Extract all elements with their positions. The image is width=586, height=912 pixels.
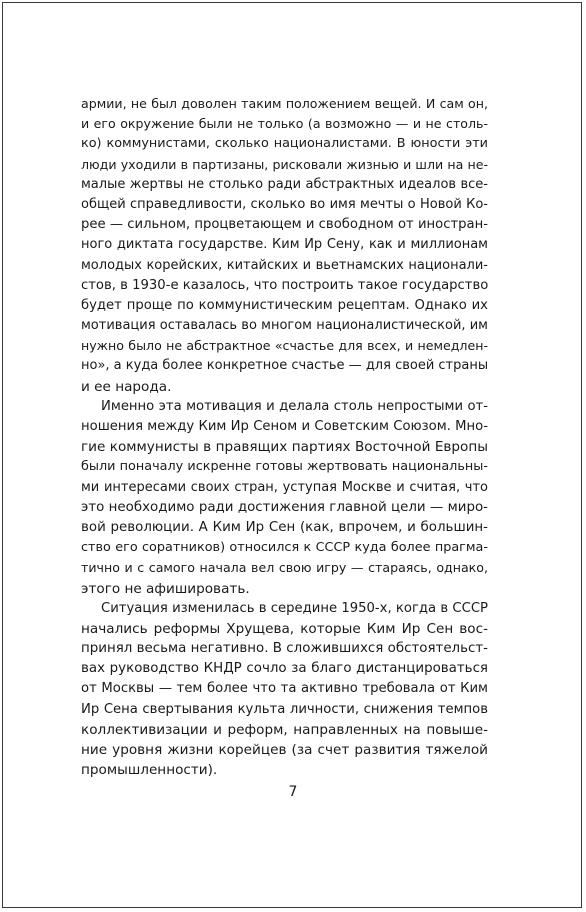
paragraph-1 bbox=[81, 94, 488, 397]
text-line: ми интересами своих стран, уступая Москве и считая, что bbox=[81, 479, 488, 495]
page-number: 7 bbox=[288, 784, 298, 800]
text-line: принял весьма негативно. В сложившихся обстоятельст- bbox=[81, 641, 488, 657]
text-line: рее — сильном, процветающем и свободном от иностран- bbox=[81, 217, 488, 233]
text-line: ношения между Ким Ир Сеном и Советским Союзом. Мно- bbox=[81, 419, 488, 434]
text-line: ко) коммунистами, сколько националистами. В юности эти bbox=[81, 136, 488, 152]
text-line: гие коммунисты в правящих партиях Восточной Европы bbox=[81, 439, 488, 456]
text-line: Ир Сена свертывания культа личности, снижения темпов bbox=[81, 701, 488, 717]
text-line: и ее народа. bbox=[81, 378, 172, 395]
text-line: люди уходили в партизаны, рисковали жизнью и шли на не- bbox=[81, 156, 488, 172]
text-line: ство его соратников) относился к СССР куда более прагма- bbox=[81, 540, 488, 556]
text-line: будет проще по коммунистическим рецептам. Однако их bbox=[81, 297, 488, 313]
text-line: мотивация оставалась во многом националистической, им bbox=[81, 318, 488, 334]
text-line: начались реформы Хрущева, которые Ким Ир Сен вос- bbox=[81, 620, 488, 637]
text-line: армии, не был доволен таким положением вещей. И сам он, bbox=[81, 96, 488, 111]
paragraph-3 bbox=[81, 599, 488, 781]
text-line: тично и с самого начала вел свою игру — стараясь, однако, bbox=[81, 560, 488, 576]
text-line: коллективизации и реформ, направленных на повыше- bbox=[81, 721, 488, 738]
text-line: молодых корейских, китайских и вьетнамских национали- bbox=[81, 257, 488, 273]
text-line: но», а куда более конкретное счастье — для своей страны bbox=[81, 358, 489, 374]
text-line: Ситуация изменилась в середине 1950-х, когда в СССР bbox=[101, 600, 488, 616]
text-line: промышленности). bbox=[81, 762, 218, 779]
text-line: это необходимо ради достижения главной цели — миро- bbox=[81, 499, 488, 515]
text-line: были поначалу искренне готовы жертвовать национальны- bbox=[81, 459, 488, 475]
text-line: ного диктата государстве. Ким Ир Сену, как и миллионам bbox=[81, 237, 488, 253]
text-line: и его окружение были не только (а возможно — и не столь- bbox=[81, 116, 488, 132]
text-line: от Москвы — тем более что та активно требовала от Ким bbox=[81, 681, 488, 697]
text-line: этого не афишировать. bbox=[81, 580, 250, 597]
paragraph-2 bbox=[81, 397, 488, 599]
body-text bbox=[81, 94, 488, 780]
text-line: общей справедливости, сколько во имя мечты о Новой Ко- bbox=[81, 196, 488, 212]
text-line: Именно эта мотивация и делала столь непростыми от- bbox=[101, 398, 488, 414]
text-line: вах руководство КНДР сочло за благо дистанцироваться bbox=[81, 661, 488, 677]
text-line: ние уровня жизни корейцев (за счет развития тяжелой bbox=[81, 742, 488, 758]
text-line: стов, в 1930-е казалось, что построить такое государство bbox=[81, 277, 489, 293]
text-line: нужно было не абстрактное «счастье для всех, и немедлен- bbox=[81, 338, 488, 354]
text-line: малые жертвы не столько ради абстрактных идеалов все- bbox=[81, 176, 488, 192]
text-line: вой революции. А Ким Ир Сен (как, впрочем, и большин- bbox=[81, 519, 488, 535]
